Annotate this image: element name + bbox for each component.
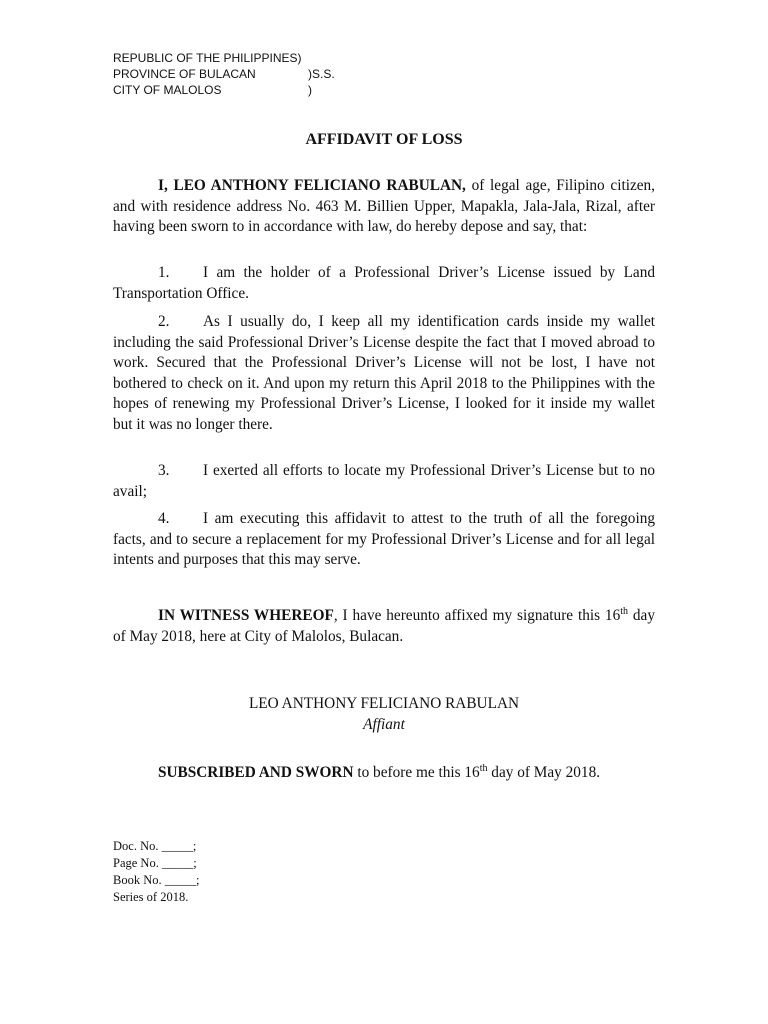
item-4-text: I am executing this affidavit to attest to the truth of all the foregoing facts, and to secure a replacement for my Professional Driver’s License and for all legal intents and purposes that this may serve. bbox=[113, 510, 655, 569]
witness-text-2: day of May 2018, here at City of Malolos, Bulacan. bbox=[113, 607, 655, 645]
caption-paren: ) bbox=[308, 83, 312, 97]
item-4 bbox=[113, 509, 655, 571]
witness-lead: IN WITNESS WHEREOF bbox=[158, 607, 334, 624]
jurat-text-1: to before me this 16 bbox=[353, 764, 480, 781]
item-3-number: 3. bbox=[158, 462, 170, 479]
jurat-lead: SUBSCRIBED AND SWORN bbox=[158, 764, 354, 781]
affiant-name-inline: I, LEO ANTHONY FELICIANO RABULAN, bbox=[158, 177, 466, 194]
item-3-text: I exerted all efforts to locate my Professional Driver’s License but to no avail; bbox=[113, 462, 655, 500]
item-2-text: As I usually do, I keep all my identification cards inside my wallet including the said Professional Driver’s License despite the fact that I moved abroad to work. Secured that the Professional Driver’s License will not be lost, I have not bothered to check on it. And upon my return this April 2018 to the Philippines with the hopes of renewing my Professional Driver’s License, I looked for it inside my wallet but it was no longer there. bbox=[113, 313, 655, 433]
document-title: AFFIDAVIT OF LOSS bbox=[305, 131, 463, 148]
item-3 bbox=[113, 461, 655, 502]
intro-text: of legal age, Filipino citizen, and with residence address No. 463 M. Billien Upper, Mapakla, Jala-Jala, Rizal, after having been sworn to in accordance with law, do hereby depose and say, that: bbox=[113, 177, 655, 236]
jurat-text-2: day of May 2018. bbox=[487, 764, 601, 781]
notary-page-no: Page No. _____; bbox=[113, 856, 197, 870]
caption-republic: REPUBLIC OF THE PHILIPPINES) bbox=[113, 51, 302, 65]
caption-ss: )S.S. bbox=[308, 67, 335, 81]
item-4-number: 4. bbox=[158, 510, 170, 527]
witness-text-1: , I have hereunto affixed my signature this 16 bbox=[333, 607, 621, 624]
item-1-number: 1. bbox=[158, 264, 170, 281]
jurat-ordinal: th bbox=[479, 762, 488, 774]
witness-ordinal: th bbox=[620, 605, 629, 617]
witness-paragraph bbox=[113, 606, 655, 647]
jurat-paragraph bbox=[113, 763, 655, 784]
affiant-label: Affiant bbox=[363, 716, 405, 733]
item-1-text: I am the holder of a Professional Driver’s License issued by Land Transportation Office. bbox=[113, 264, 655, 302]
item-2 bbox=[113, 312, 655, 436]
notary-series: Series of 2018. bbox=[113, 890, 189, 904]
intro-paragraph bbox=[113, 176, 655, 238]
caption-province: PROVINCE OF BULACAN bbox=[113, 67, 256, 81]
item-2-number: 2. bbox=[158, 313, 170, 330]
item-1 bbox=[113, 263, 655, 304]
notarial-register bbox=[113, 838, 199, 906]
affiant-signature-name: LEO ANTHONY FELICIANO RABULAN bbox=[248, 695, 520, 712]
notary-book-no: Book No. _____; bbox=[113, 873, 200, 887]
notary-doc-no: Doc. No. _____; bbox=[113, 839, 197, 853]
caption-city: CITY OF MALOLOS bbox=[113, 83, 222, 97]
